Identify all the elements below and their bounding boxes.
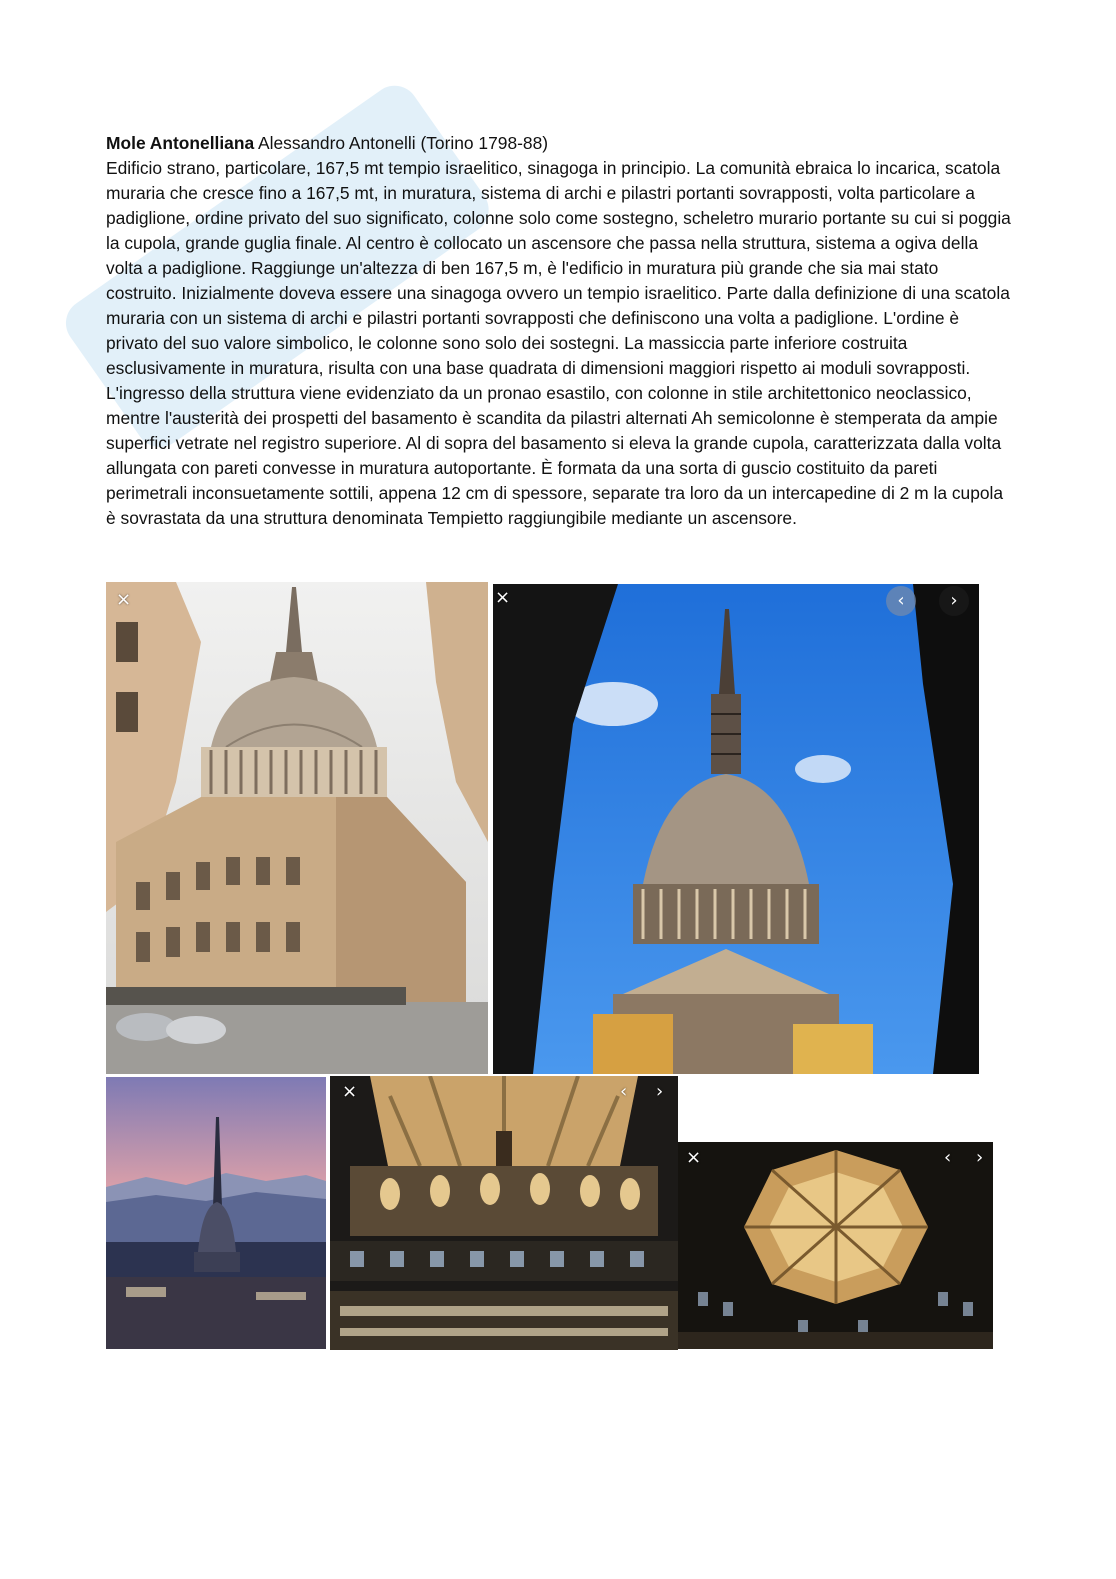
photo-2-close-icon[interactable]: ×	[495, 587, 511, 608]
document-body: Edificio strano, particolare, 167,5 mt tempio israelitico, sinagoga in principio. La comunità ebraica lo incarica, scatola muraria che cresce fino a 167,5 mt, in muratura, sistema di archi e pilastri portanti sovrapposti, volta particolare a padiglione, ordine privato del suo significato, colonne solo come sostegno, scheletro murario portante su cui si poggia la cupola, grande guglia finale. Al centro è collocato un ascensore che passa nella struttura, sistema a ogiva della volta a padiglione. Raggiunge un'altezza di ben 167,5 m, è l'edificio in muratura più grande che sia mai stato costruito. Inizialmente doveva essere una sinagoga ovvero un tempio israelitico. Parte dalla definizione di una scatola muraria con un sistema di archi e pilastri portanti sovrapposti che definiscono una volta a padiglione. L'ordine è privato del suo valore simbolico, le colonne sono solo dei sostegni. La massiccia parte inferiore costruita esclusivamente in muratura, risulta con una base quadrata di dimensioni maggiori rispetto ai moduli sovrapposti. L'ingresso della struttura viene evidenziato da un pronao esastilo, con colonne in stile architettonico neoclassico, mentre l'austerità dei prospetti del basamento è scandita da pilastri alternati Ah semicolonne è stemperata da ampie superfici vetrate nel registro superiore. Al di sopra del basamento si eleva la grande cupola, caratterizzata dalla volta allungata con pareti convesse in muratura autoportante. È formata da una sorta di guscio costituito da pareti perimetrali inconsuetamente sottili, appena 12 cm di spessore, separate tra loro da un intercapedine di 2 m la cupola è sovrastata da una struttura denominata Tempietto raggiungibile mediante un ascensore.	[106, 158, 1011, 528]
photo-4-close-icon[interactable]: ×	[342, 1081, 358, 1102]
photo-5-next-icon[interactable]: ›	[976, 1147, 984, 1168]
photo-interior-ceiling	[678, 1142, 993, 1349]
document-title: Mole Antonelliana	[106, 133, 255, 153]
photo-1-close-icon[interactable]: ×	[116, 589, 132, 610]
document-heading	[106, 131, 1011, 156]
photo-turin-dusk	[106, 1077, 326, 1349]
photo-4-prev-icon[interactable]: ‹	[620, 1081, 628, 1102]
photo-mole-exterior	[106, 582, 488, 1074]
photo-interior-dome	[330, 1076, 678, 1350]
photo-2-next-icon[interactable]: ›	[939, 586, 969, 616]
photo-4-next-icon[interactable]: ›	[656, 1081, 664, 1102]
photo-mole-sky	[493, 584, 979, 1074]
photo-5-close-icon[interactable]: ×	[686, 1147, 702, 1168]
photo-5-prev-icon[interactable]: ‹	[944, 1147, 952, 1168]
document-text	[106, 131, 1011, 531]
document-author: Alessandro Antonelli (Torino 1798-88)	[254, 133, 549, 153]
photo-2-prev-icon[interactable]: ‹	[886, 586, 916, 616]
